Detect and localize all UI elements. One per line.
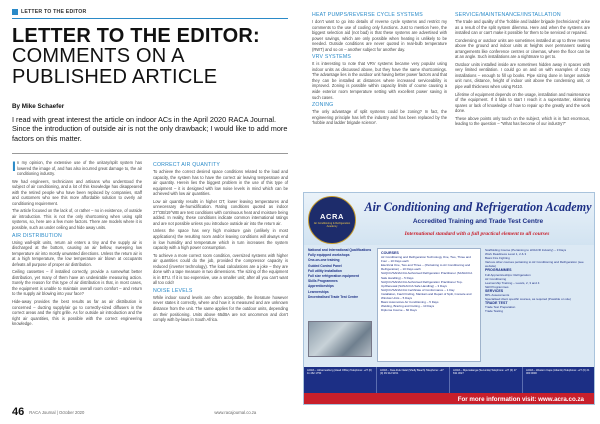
paragraph: The only advantage of split systems could be zoning? In fact, the engineering principle has left the industry and has been replaced by the 'hobbie and ladder brigade science'. — [312, 109, 447, 126]
magazine-issue: RACA Journal | October 2020 — [29, 409, 85, 415]
page-number: 46 — [12, 406, 25, 418]
article-column-1 — [12, 160, 142, 329]
ad-title: Air Conditioning and Refrigeration Academy — [364, 200, 592, 214]
headline-line3: PUBLISHED ARTICLE — [12, 66, 218, 88]
ad-feature-list — [308, 248, 374, 300]
paragraph: It is interesting to note that VRV systems became very popular using indoor units as discussed above, but they have the same shortcomings. The advantage lies in the outdoor unit having better power factors and that they can be installed at distances where increased serviceability is improved. Zoning is possible within capacity limits of course causing a wide exterior room temperature setting with excellent power saving in such cases. — [312, 61, 447, 100]
course-item: Basic Automotive Air Conditioning – 5 Days — [381, 300, 439, 305]
article-column-2 — [153, 160, 288, 325]
paragraph: Using wall-split units, return air enters a tiny and the supply air is discharged at the bottom, causing an air bellow, sweeping low temperature air into mostly unwanted directions. Unless the return air is at a high temperature, the low temperature air blown at occupants defeats all purpose of proper air distribution. — [12, 239, 142, 267]
paragraph: I don't want to go into details of reverse cycle systems and restrict my comments to the use of cooling only functions. Just to mention here, the biggest selection aid (not bad) is that these systems are advertised with power savings, which are only possible when heating is unlikely to be needed. Outside conditions are never quoted in real-bulb temperature (RWT) and so on – another subject for another day. — [312, 19, 447, 52]
feature-item: Fully equipped workshops — [308, 253, 350, 258]
section-heading: VRV SYSTEMS — [312, 54, 352, 61]
paragraph-text: n my opinion, the extensive use of the unitary/split system has lowered the image of, and has also incurred great damage to, the air conditioning industry. — [16, 160, 142, 177]
programme-item: Skill Programmes — [485, 284, 509, 289]
acra-logo — [308, 196, 356, 244]
tag-label: LETTER TO THE EDITOR — [21, 9, 87, 15]
contact-block: ACRA – Mpumalanga (Secunda) Telephone: +27 (0) 17 631 3027 — [450, 367, 523, 393]
feature-item: Guided Control Panel — [308, 263, 342, 268]
course-item: Work Readiness Level 1, 2 & 3 — [485, 252, 527, 257]
course-item: Scaffolding Course (Pertaining to HVAC/R Industry) – 3 Days — [485, 248, 567, 252]
feature-item: National and International Qualifications — [308, 248, 372, 252]
section-heading: HEAT PUMPS/REVERSE CYCLE SYSTEMS — [312, 12, 423, 18]
logo-text: ACRA — [319, 212, 345, 221]
trade-item: Trade Test Preparation — [485, 305, 516, 310]
services-heading: SERVICES — [485, 288, 504, 293]
feature-item: One-on-one training — [308, 258, 340, 263]
ad-body — [304, 245, 595, 365]
course-item: Installation, Fault Finding, Maintain and Repair of Split, Console and Window Units – 5 Days — [381, 291, 472, 301]
paragraph: While indoor sound levels are often acceptable, the literature however never states it correctly, where and how it is measured and are unknown distance from the unit. The same applies for the outdoor units, depending on their positioning. Units above 65dBA are not uncommon and don't comply with by-laws in South Africa. — [153, 294, 288, 323]
course-item: Electrical One, Two and Three – (Pertaining to Air Conditioning and Refrigeration) – 10 Days each — [381, 263, 471, 272]
ad-header — [304, 193, 595, 245]
section-tag — [12, 7, 87, 17]
tag-marker — [12, 9, 18, 15]
section-heading: CORRECT AIR QUANTITY — [153, 162, 221, 168]
paragraph: Condensing or outdoor units are sometimes installed at up to three metres above the ground and indoor units at heights over permanent seating arrangements like conference centres or cinemas, where the floor can be at an angle. Such installations are a nightmare to get to. — [455, 37, 590, 60]
trade-test-heading: TRADE TEST — [485, 301, 508, 306]
feature-item: Full size refrigeration equipment — [308, 274, 359, 279]
course-item: Air Conditioning and Refrigeration Technology One, Two, Three and Four – 10 Days each — [381, 255, 471, 264]
service-item: Specialised client specific courses, as required (Possible on site) — [485, 297, 571, 302]
course-item: Diploma Course – 60 Days — [381, 308, 417, 313]
feature-item: Learnerships — [308, 289, 329, 294]
paragraph: We had engineers, technicians and artisans who understood the subject of air conditioning, and a lot of this knowledge has disappeared with the retired people who have been replaced by companies, staff and customers who see this more affordable solution to overly air conditioning requirement. — [12, 178, 142, 206]
course-item: SAQCC/SANACCA Authorised Refrigeration Practitioner (SANACCA Safe Handling) – 5 Days — [381, 271, 473, 280]
section-heading: SERVICE/MAINTENANCE/INSTALLATION — [455, 12, 561, 18]
contact-block: ACRA – Kwa-Zulu Natal (Shelly Beach) Telephone: +27 (0) 39 312 9151 — [377, 367, 450, 393]
trade-item: Trade Testing — [485, 309, 504, 314]
paragraph: To achieve a more correct room condition, oversized systems with higher air quantities could do the job, provided the compressor capacity is reduced (inverter technology). The load calculations are a joke – they are done with a tape measure in two dimensions. The sizing of the equipment is in BTU. If it is too expensive, use a smaller unit; after all you can't want all too cold! — [153, 252, 288, 286]
feature-item: Decentralised Trade Test Centre — [308, 294, 359, 299]
paragraph: The trade and quality of the 'hobbie and ladder brigade (technicians)' arise as a result of the split system dilemma. Here and when the systems are installed can or can't make it possible for them to be serviced or repaired. — [455, 19, 590, 36]
page-footer — [12, 405, 588, 419]
programme-item: Learnership Training – Levels, 2, 3 and 4 — [485, 280, 540, 285]
paragraph: Hide-away provides the best results as far as air distribution is concerned – ducting supply/air go to correctly-sized diffusers in the correct areas and the right grille. As for outside air introduction and the right air quantities, this is possible with the correct engineering knowledge. — [12, 299, 142, 327]
website-link[interactable]: www.racajournal.co.za — [214, 409, 257, 415]
logo-subtext: Air Conditioning & Refrigeration Academy — [313, 222, 351, 228]
courses-heading: COURSES — [381, 251, 399, 255]
ad-contacts-bar — [304, 367, 595, 393]
section-heading: AIR DISTRIBUTION — [12, 232, 62, 239]
course-item: SAQCC/SANACCA Authorised Refrigeration Practitioner Top-Up/Renewal (SANACCA Safe Handling) – 3 Days — [381, 279, 463, 288]
feature-item: Full utility installation — [308, 268, 342, 273]
feature-item: Skills Programmes — [308, 279, 338, 284]
article-column-3 — [312, 10, 447, 128]
programme-item: Full Apprenticeships: Refrigeration — [485, 272, 531, 277]
paragraph: Low air quantity results in higher DT, lower leaving temperatures and unnecessary de-humidification. Rating conditions quoted as indoor 27°DB/19°WB are test conditions with continuous heat and moisture being added. In reality, these conditions indicate common international ratings and are not possible unless you introduce outside air into the return air. — [153, 198, 288, 226]
section-heading: NOISE LEVELS — [153, 287, 193, 294]
article-column-4 — [455, 10, 590, 129]
headline — [12, 26, 302, 88]
paragraph: These above points only touch on the subject, which is in fact enormous, leading to the question – "What has become of our industry?" — [455, 115, 590, 127]
ad-website-link[interactable]: For more information visit: www.acra.co.za — [304, 393, 595, 405]
course-item: Welding, Brazing and Cutting – 10 Days — [381, 304, 435, 309]
programmes-heading: PROGRAMMES — [485, 268, 512, 273]
course-item: Various other courses pertaining to Air Conditioning and Refrigeration (see website) — [485, 260, 584, 269]
feature-item: Apprenticeships — [308, 284, 334, 289]
intro-divider — [12, 153, 288, 154]
service-item: RPL Assessments — [485, 293, 510, 298]
tag-divider — [12, 18, 288, 19]
ad-courses-panel — [377, 248, 481, 362]
paragraph: Outdoor units installed inside are sometimes hidden away in spaces with very limited ventilation. I could go on and on with examples of crazy installations – enough to fill up books. Pipe sizing done in longer outside unit runs, distance, height of indoor unit above the condensing unit, or pipe wall thickness when using R410. — [455, 61, 590, 90]
headline-line1: LETTER TO THE EDITOR: — [12, 25, 260, 47]
paragraph: To achieve the correct desired space conditions related to the load and capacity, the system has to have the correct air leaving temperature and air quantity. Herein lies the biggest problem in the use of this type of equipment – it is designed with low noise levels in mind which can be achieved with low air quantities. — [153, 169, 288, 197]
paragraph: Ceiling cassettes – if installed correctly, provide a somewhat better distribution, yet many of them have an undesirable measuring action. Surely the reason for this type of air distribution is that, in most cases, the equipment is unable to maintain overall room comfort – and return to the supply air blowing into your face? — [12, 269, 142, 297]
course-item: Basic Fire Fighting — [485, 256, 510, 261]
contact-block: ACRA – Western Cape (Atlantis) Telephone: +27 (0) 21 000 0000 — [523, 367, 595, 393]
intro-paragraph: I read with great interest the article on indoor ACs in the April 2020 RACA Journal. Since the introduction of outside air is not the only drawback; I would like to add more factors on this matter. — [12, 115, 288, 143]
acra-advertisement — [303, 192, 595, 405]
training-photo — [308, 321, 372, 357]
programme-item: Air Conditioning — [485, 276, 507, 281]
contact-block: ACRA – Johannesburg (Head Office) Telephone: +27 (0) 11 462 1750 — [304, 367, 377, 393]
drop-cap: I — [12, 158, 16, 174]
byline: By Mike Schaefer — [12, 103, 65, 110]
ad-strapline: International standard with a full practical element to all courses — [404, 231, 550, 237]
section-heading: ZONING — [312, 102, 334, 109]
headline-line2: COMMENTS ON A — [12, 45, 185, 67]
paragraph: Lifetime of equipment depends on the usage, installation and maintenance of the equipment. If it fails to start I reach it a superstarter, skimming spares or lack of knowledge of how to repair up the greatly and the work done. — [455, 91, 590, 114]
ad-subtitle: Accredited Training and Trade Test Centre — [412, 218, 544, 225]
ad-programmes-panel — [485, 248, 591, 314]
paragraph: The article focused on the lack of, or rather – no in existence, of outside air introduction. This is not the only shortcoming when using split systems, so, here are a few more factors. There are models where it is possible, such as under ceiling and hide away units. — [12, 208, 142, 231]
course-item: SAQCC/SANACCA Certificate of Conformance – 1 Day — [381, 287, 455, 292]
paragraph: Unless the space has very high moisture gain (unlikely in most applications) the resulting room and/or leaving conditions will always end in low humidity and temperature which in turn increases the system capacity with a high power consumption. — [153, 228, 288, 251]
paragraph — [12, 160, 142, 177]
